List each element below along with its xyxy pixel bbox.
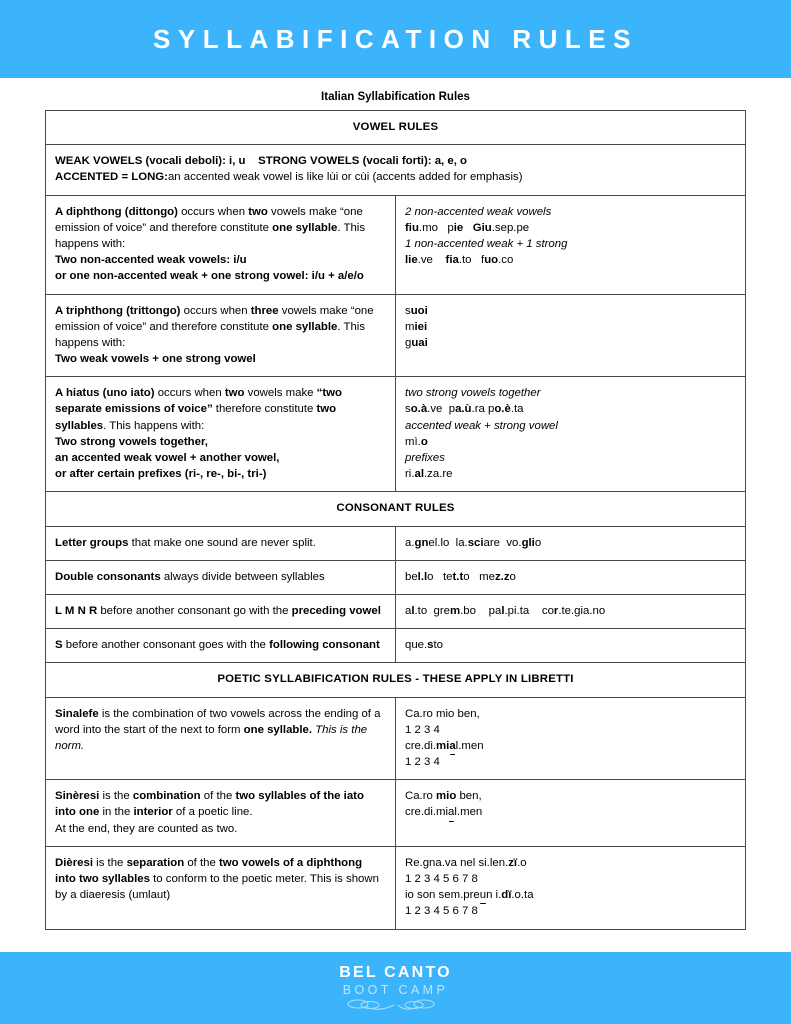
ex-mezzo-bold: z.z [494,570,510,583]
triphthong-text-3: . This happens with: [55,320,366,349]
brand-name-primary: BEL CANTO [339,963,452,981]
ex-agnello-rest: el.lo [428,536,450,549]
rule-cell-triphthong [46,294,396,377]
dieresi-example-line-1 [405,855,736,871]
sineresi-emph-interior: interior [133,806,173,819]
dieresi-term: Dièresi [55,856,93,869]
diphthong-example-line-1 [405,220,736,236]
hiatus-definition [55,385,386,434]
ex-regnava-rest: .o [517,856,527,869]
sineresi-example-line-2 [405,804,736,820]
ex-poeta-pre: p [488,403,495,416]
ex-palpita-pre: pa [488,604,502,617]
diphthong-emph-one-syllable: one syllable [272,221,338,234]
hiatus-emph-quote: “two separate emissions of voice” [55,387,342,416]
ex-tetto-bold: t.t [452,570,464,583]
synalepha-tie-mark: a [448,804,454,820]
ex-giuseppe-bold: Giu [472,221,492,234]
example-cell-diphthong [396,195,746,294]
ex-grembo-rest: .bo [460,604,476,617]
hiatus-case-3-label: or after certain prefixes (ri-, re-, bi-, tri-) [55,468,267,481]
ex-regnava-bold: zï [508,856,518,869]
ex-lasciare-rest: are [483,536,501,549]
ex-guai-pre: g [405,336,412,349]
lmnr-term: L M N R [55,604,98,617]
document-title: Italian Syllabification Rules [321,91,470,103]
ex-bello-rest: o [427,570,434,583]
sinalefe-count-2: 1 2 3 4 [405,756,440,769]
double-consonants-definition [55,569,386,585]
s-consonant-emph: following consonant [269,639,380,652]
hiatus-term: A hiatus (uno iato) [55,387,155,400]
rule-cell-letter-groups [46,526,396,560]
sinalefe-term: Sinalefe [55,707,99,720]
ex-mio-pre: mì. [405,435,421,448]
accented-long-text: an accented weak vowel is like lùi or cùi (accents added for emphasis) [167,171,523,184]
diphthong-term: A diphthong (dittongo) [55,205,178,218]
triphthong-emph-one-syllable: one syllable [272,320,338,333]
rule-cell-diphthong [46,195,396,294]
ex-fuoco-pre: f [481,254,485,267]
accented-long-label: ACCENTED = LONG: [55,171,168,184]
sineresi-text-2: of the [200,790,236,803]
hiatus-text-1: occurs when [154,387,225,400]
lmnr-definition [55,603,386,619]
table-row [46,111,746,145]
ex-credimial2-rest: l.men [454,806,483,819]
hiatus-text-3: therefore constitute [212,403,317,416]
section-heading-consonant: CONSONANT RULES [46,492,746,526]
definition-line-1 [55,153,736,169]
ex-fuoco-bold: uo [484,254,499,267]
ex-guai-bold: uai [411,336,428,349]
ex-caromioben-bold: mio [436,790,457,803]
hiatus-text-2: vowels make [244,387,317,400]
dieresi-text-2: of the [184,856,220,869]
table-row [46,377,746,492]
vowel-definitions-cell [46,145,746,195]
ex-palpita-rest: .pi.ta [504,604,530,617]
hiatus-example-line-1 [405,401,736,417]
page-title: SYLLABIFICATION RULES [153,23,638,54]
triphthong-text-1: occurs when [180,304,251,317]
hiatus-case-2-label: an accented weak vowel + another vowel, [55,452,280,464]
sineresi-example-line-1 [405,788,736,804]
ex-cortegiano-pre: co [541,604,554,617]
example-cell-triphthong [396,294,746,377]
ex-poeta-rest: .ta [510,403,524,416]
letter-groups-text: that make one sound are never split. [128,536,316,549]
rule-cell-sineresi [46,780,396,847]
dieresi-emph-separation: separation [126,856,185,869]
lmnr-text: before another consonant go with the [97,604,292,617]
sinalefe-example-line-2 [405,738,736,754]
example-cell-hiatus [396,377,746,492]
diphthong-text-2: vowels make “one emission of voice” and therefore constitute [55,205,363,234]
ex-caromioben-rest: ben, [456,790,482,803]
sineresi-emph-combination: combination [132,790,201,803]
dieresi-count-2: 1 2 3 4 5 6 7 8 [405,905,478,918]
sineresi-emph-iato: two syllables of the iato into one [55,790,364,819]
ex-soave-rest: .ve [427,403,443,416]
sinalefe-emph: one syllable. [243,723,313,736]
hiatus-case-1 [55,434,386,450]
table-row [46,780,746,847]
ex-idiota-mid: n i. [486,889,502,902]
hiatus-example-head-2: accented weak + strong vowel [405,419,558,432]
dieresi-emph-two-vowels: two vowels of a diphthong into two syllables [55,856,363,885]
s-consonant-text: before another consonant goes with the [62,639,270,652]
rules-table-wrapper [0,110,791,930]
ex-mezzo-rest: o [509,570,516,583]
example-cell-dieresi [396,846,746,929]
sineresi-term: Sinèresi [55,790,100,803]
ex-paura-rest: .ra [471,403,485,416]
table-row [46,195,746,294]
hiatus-emph-two: two [224,387,245,400]
ex-caromioben-pre: Ca.ro [405,790,437,803]
dieresi-count-1: 1 2 3 4 5 6 7 8 [405,873,478,885]
ex-tetto-rest: o [463,570,470,583]
sineresi-text-4: of a poetic line. [172,806,253,819]
definition-gap [245,155,258,167]
triphthong-text-2: vowels make “one emission of voice” and therefore constitute [55,304,374,333]
ex-giuseppe-rest: .sep.pe [491,221,530,234]
sineresi-note: At the end, they are counted as two. [55,822,238,835]
ex-paura-bold: a.ù [455,403,472,416]
ex-fiu-bold: fiu [405,221,419,234]
example-cell-lmnr [396,594,746,628]
ex-poeta-bold: o.è [494,403,511,416]
diphthong-case-2 [55,268,386,284]
synalepha-tie-mark: u [480,887,486,903]
example-cell-double-consonants [396,560,746,594]
ex-idiota-bold: dï [501,889,512,902]
double-consonants-term: Double consonants [55,570,161,583]
hiatus-text-4: . This happens with: [103,419,205,432]
lmnr-examples [405,603,736,619]
example-cell-letter-groups [396,526,746,560]
hiatus-case-1-label: Two strong vowels together, [55,435,208,448]
s-consonant-term: S [55,639,63,652]
ex-alto-pre: a [405,604,412,617]
diphthong-text-1: occurs when [177,205,249,218]
definition-line-2 [55,169,736,185]
dieresi-example-line-2 [405,887,736,903]
ex-lieve-rest: .ve [417,254,433,267]
letter-groups-term: Letter groups [55,536,129,549]
ex-credimial-pre: cre.di. [405,739,437,752]
diphthong-case-1 [55,252,386,268]
table-row [46,526,746,560]
diphthong-example-head-1: 2 non-accented weak vowels [405,205,552,218]
ex-fuoco-rest: .co [498,254,514,267]
dieresi-definition [55,855,386,904]
ex-agnello-bold: gn [414,536,429,549]
double-consonants-examples [405,569,736,585]
section-heading-vowel: VOWEL RULES [46,111,746,145]
strong-vowels-label: STRONG VOWELS (vocali forti): a, e, o [258,155,468,168]
ex-idiota-pre: io son sem.pre [405,889,480,902]
ex-soave-pre: s [405,403,411,416]
ex-pie-bold: ie [453,221,464,234]
rule-cell-dieresi [46,846,396,929]
ex-fiato-rest: .to [458,254,472,267]
ex-paura-pre: p [448,403,456,416]
dieresi-text-1: is the [93,856,127,869]
double-consonants-text: always divide between syllables [160,570,325,583]
hiatus-example-line-2 [405,434,736,450]
sinalefe-example-line-1: Ca.ro mio ben, [405,707,480,720]
hiatus-emph-two-syllables: two syllables [55,403,337,432]
ex-lasciare-bold: sci [467,536,484,549]
ex-idiota-rest: .o.ta [511,889,534,902]
triphthong-emph-three: three [250,304,279,317]
example-cell-sineresi [396,780,746,847]
example-cell-s-consonant [396,629,746,663]
diphthong-emph-two: two [248,205,268,218]
ex-cortegiano-rest: .te.gia.no [558,604,606,617]
hiatus-example-line-3 [405,466,736,482]
rule-cell-lmnr [46,594,396,628]
table-row [46,697,746,780]
ex-cortegiano-bold: r [553,604,559,617]
table-row [46,594,746,628]
ex-bello-pre: be [405,570,418,583]
diphthong-example-line-2 [405,252,736,268]
ex-tetto-pre: te [443,570,453,583]
ex-regnava-pre: Re.gna.va nel si.len. [405,856,509,869]
hiatus-case-2 [55,450,386,466]
ex-questo-pre: que. [405,639,428,652]
ex-mio-bold: o [420,435,428,448]
section-heading-poetic: POETIC SYLLABIFICATION RULES - THESE APPLY IN LIBRETTI [46,663,746,697]
table-row [46,629,746,663]
ex-soave-bold: o.à [410,403,428,416]
weak-vowels-label: WEAK VOWELS (vocali deboli): i, u [55,155,246,168]
ex-miei-pre: m [405,320,415,333]
example-cell-sinalefe [396,697,746,780]
triphthong-example-2 [405,319,736,335]
ex-credimial2-pre: cre.di.mi [405,806,449,819]
header-banner [0,0,791,78]
ex-questo-bold: s [427,639,434,652]
ex-questo-rest: to [433,639,444,652]
ex-rialzare-bold: al [414,468,424,481]
ex-fiato-bold: fia [445,254,459,267]
ex-lasciare-pre: la. [455,536,468,549]
ex-alto-rest: .to [414,604,428,617]
ex-lieve-bold: lie [405,254,418,267]
s-consonant-definition [55,637,386,653]
ex-miei-bold: iei [414,320,428,333]
brand-name-secondary: BOOT CAMP [342,983,449,998]
syllabification-rules-table [45,110,746,930]
diphthong-case-2-label: or one non-accented weak + one strong vowel: i/u + a/e/o [55,270,364,283]
triphthong-example-1 [405,303,736,319]
triphthong-example-3 [405,335,736,351]
table-row [46,560,746,594]
ex-suoi-pre: s [405,304,411,317]
rule-cell-hiatus [46,377,396,492]
sineresi-definition [55,788,386,820]
triphthong-case-1 [55,351,386,367]
ex-rialzare-pre: ri. [405,468,415,481]
ex-agnello-pre: a. [405,536,415,549]
ex-mezzo-pre: me [479,570,495,583]
ex-palpita-bold: l [501,604,505,617]
rule-cell-s-consonant [46,629,396,663]
table-row [46,663,746,697]
diphthong-case-1-label: Two non-accented weak vowels: i/u [55,254,247,267]
ex-grembo-bold: m [450,604,461,617]
diphthong-text-3: . This happens with: [55,221,366,250]
lmnr-emph: preceding vowel [291,604,381,617]
table-row [46,846,746,929]
triphthong-case-1-label: Two weak vowels + one strong vowel [55,353,256,366]
diphthong-definition [55,204,386,253]
hiatus-case-3 [55,466,386,482]
letter-groups-examples [405,535,736,551]
ex-voglio-pre: vo. [506,536,522,549]
footer-banner [0,952,791,1024]
ex-suoi-bold: uoi [410,304,428,317]
hiatus-example-head-1: two strong vowels together [405,387,541,400]
flourish-icon [336,999,456,1011]
sinalefe-text: is the combination of two vowels across the ending of a word into the start of the next to form [55,707,381,736]
s-consonant-examples [405,637,736,653]
table-row [46,145,746,195]
sinalefe-definition [55,706,386,755]
letter-groups-definition [55,535,386,551]
ex-fiu-rest: .mo [418,221,438,234]
ex-pie-pre: p [447,221,454,234]
rule-cell-double-consonants [46,560,396,594]
ex-alto-bold: l [411,604,415,617]
sinalefe-count-1: 1 2 3 4 [405,723,440,736]
sineresi-text-1: is the [99,790,133,803]
rule-cell-sinalefe [46,697,396,780]
triphthong-definition [55,303,386,352]
ex-bello-bold: l.l [417,570,428,583]
hiatus-example-head-3: prefixes [405,452,445,464]
triphthong-term: A triphthong (trittongo) [55,304,181,317]
ex-rialzare-rest: .za.re [424,468,453,481]
sinalefe-note: This is the norm. [55,723,368,752]
ex-grembo-pre: gre [433,604,450,617]
dieresi-text-3: to conform to the poetic meter. This is shown by a diaeresis (umlaut) [55,873,379,902]
ex-voglio-rest: o [534,536,542,549]
ex-voglio-bold: gli [521,536,535,549]
ex-credimial-bold: mi [436,739,450,752]
synalepha-tie-mark: a [449,738,455,754]
diphthong-example-head-2: 1 non-accented weak + 1 strong [405,237,568,250]
table-row [46,492,746,526]
table-row [46,294,746,377]
ex-credimial-rest: l.men [455,739,484,752]
sineresi-text-3: in the [99,806,134,819]
